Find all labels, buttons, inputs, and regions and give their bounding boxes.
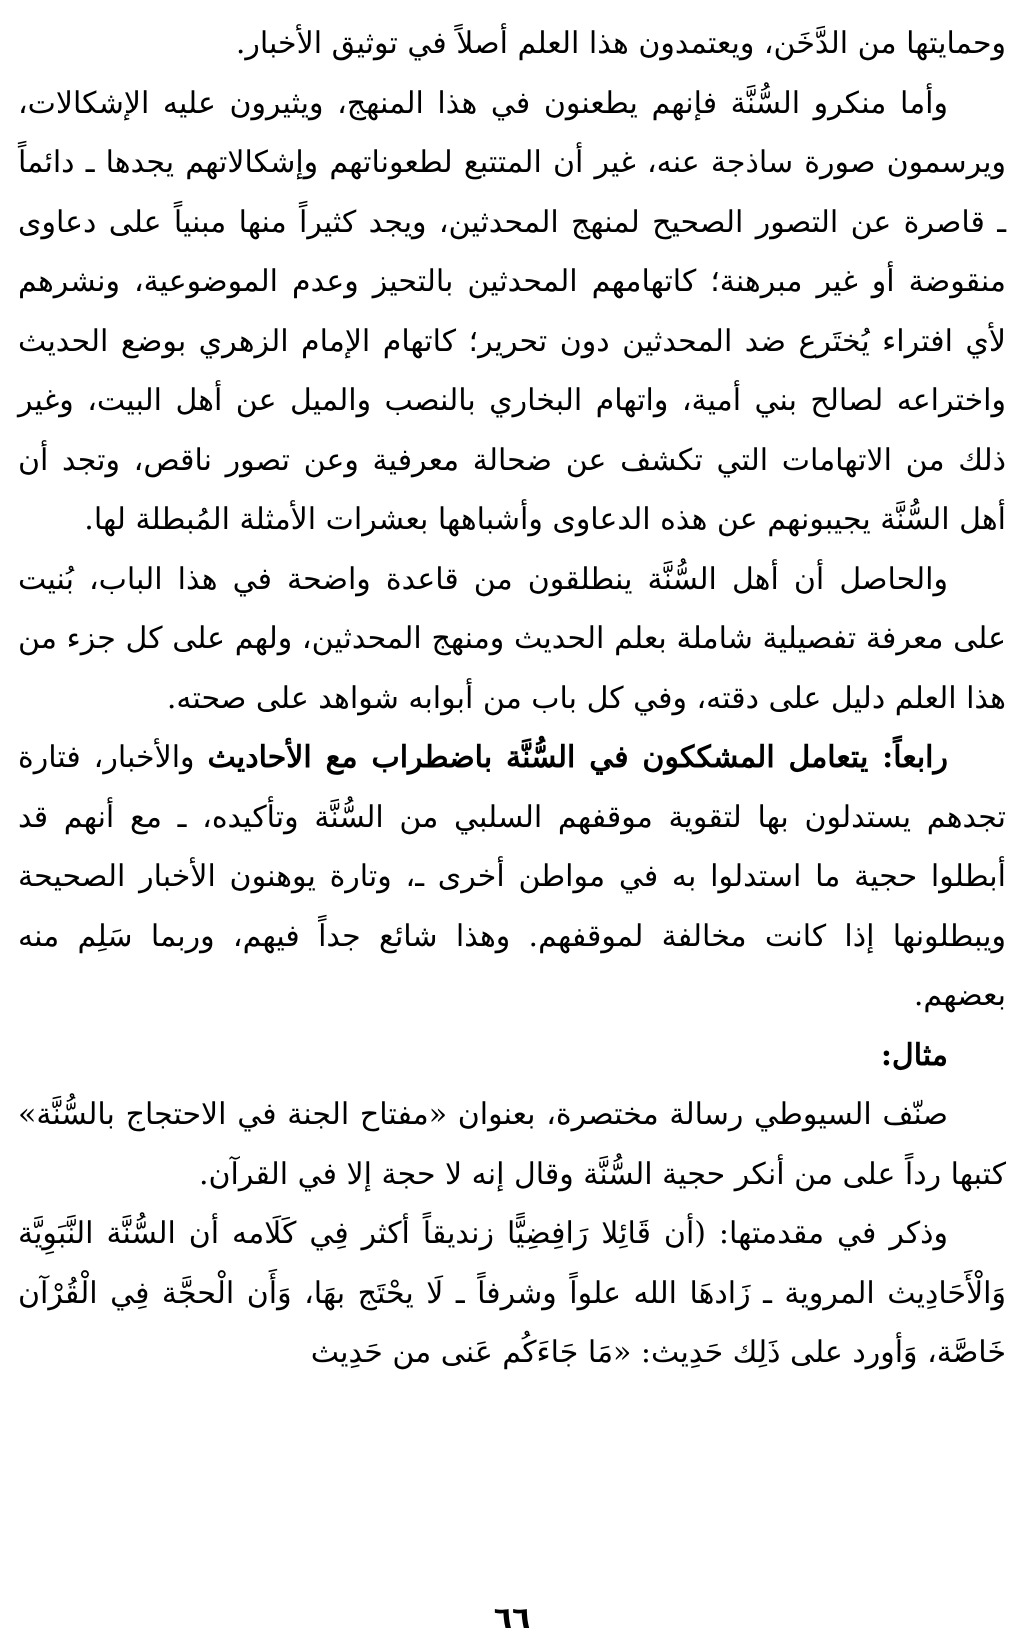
- paragraph-6: وذكر في مقدمتها: (أن قَائِلا رَافِضِيًّا زنديقاً أكثر فِي كَلَامه أن السُّنَّة النَّبَوِيَّة وَالْأَحَادِيث المروية ـ زَادهَا الله علواً وشرفاً ـ لَا يحْتَج بهَا، وَأَن الْحجَّة فِي الْقُرْآن خَاصَّة، وَأورد على ذَلِك حَدِيث: «مَا جَاءَكُم عَنى من حَدِيث: [18, 1216, 1006, 1370]
- page-number: ٦٦: [493, 1601, 531, 1636]
- point-four-body: والأخبار، فتارة تجدهم يستدلون بها لتقوية موقفهم السلبي من السُّنَّة وتأكيده، ـ مع أنهم قد أبطلوا حجية ما استدلوا به في مواطن أخرى ـ، وتارة يوهنون الأخبار الصحيحة ويبطلونها إذا كانت مخالفة لموقفهم. وهذا شائع جداً فيهم، وربما سَلِم منه بعضهم.: [18, 740, 1006, 1013]
- paragraph-3: والحاصل أن أهل السُّنَّة ينطلقون من قاعدة واضحة في هذا الباب، بُنيت على معرفة تفصيلية شاملة بعلم الحديث ومنهج المحدثين، ولهم على كل جزء من هذا العلم دليل على دقته، وفي كل باب من أبوابه شواهد على صحته.: [18, 561, 1006, 716]
- example-heading: مثال:: [880, 1037, 948, 1073]
- page-body: [18, 14, 1006, 1383]
- paragraph-1: وحمايتها من الدَّخَن، ويعتمدون هذا العلم أصلاً في توثيق الأخبار.: [235, 26, 1006, 61]
- paragraph-4: [18, 728, 1006, 1026]
- point-four-heading: رابعاً: يتعامل المشككون في السُّنَّة باضطراب مع الأحاديث: [207, 740, 949, 775]
- book-page: [18, 14, 1006, 1646]
- paragraph-2: وأما منكرو السُّنَّة فإنهم يطعنون في هذا المنهج، ويثيرون عليه الإشكالات، ويرسمون صورة ساذجة عنه، غير أن المتتبع لطعوناتهم وإشكالاتهم يجدها ـ دائماً ـ قاصرة عن التصور الصحيح لمنهج المحدثين، ويجد كثيراً منها مبنياً على دعاوى منقوضة أو غير مبرهنة؛ كاتهامهم المحدثين بالتحيز وعدم الموضوعية، ونشرهم لأي افتراء يُختَرع ضد المحدثين دون تحرير؛ كاتهام الإمام الزهري بوضع الحديث واختراعه لصالح بني أمية، واتهام البخاري بالنصب والميل عن أهل البيت، وغير ذلك من الاتهامات التي تكشف عن ضحالة معرفية وعن تصور ناقص، وتجد أن أهل السُّنَّة يجيبونهم عن هذه الدعاوى وأشباهها بعشرات الأمثلة المُبطلة لها.: [18, 85, 1007, 537]
- paragraph-5: صنّف السيوطي رسالة مختصرة، بعنوان «مفتاح الجنة في الاحتجاج بالسُّنَّة» كتبها رداً على من أنكر حجية السُّنَّة وقال إنه لا حجة إلا في القرآن.: [18, 1097, 1006, 1192]
